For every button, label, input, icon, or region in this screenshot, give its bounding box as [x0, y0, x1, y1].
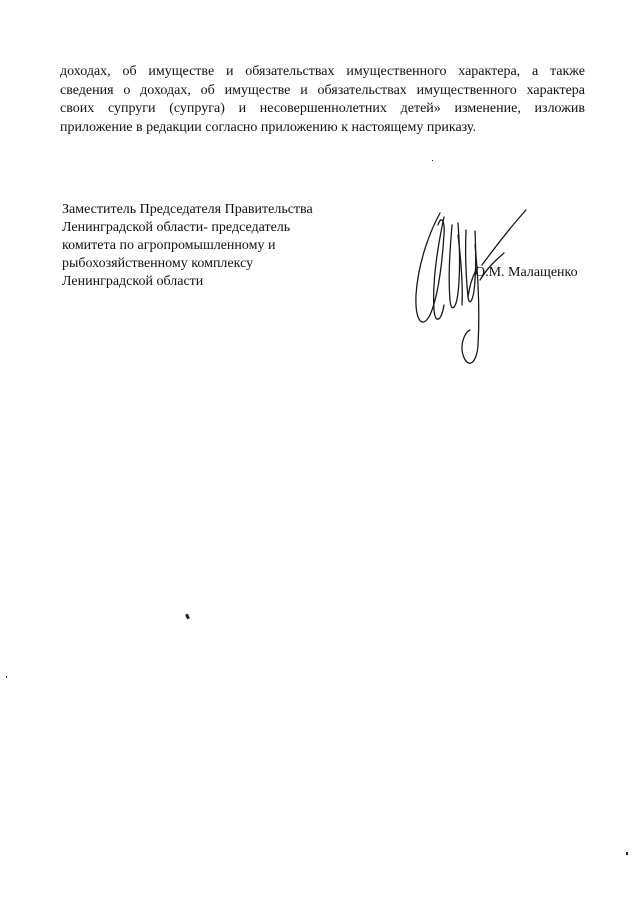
scan-speck	[185, 614, 190, 620]
signatory-title	[62, 201, 352, 291]
scan-speck	[6, 676, 7, 678]
paragraph-line: доходах, об имуществе и обязательствах имущественного характера, а также	[60, 64, 585, 79]
paragraph-line: сведения о доходах, об имуществе и обязательствах имущественного характера	[60, 82, 585, 98]
scan-speck	[626, 852, 628, 855]
handwritten-signature	[408, 205, 548, 375]
signatory-line: Ленинградской области	[62, 274, 204, 289]
paragraph-line: приложение в редакции согласно приложению к настоящему приказу.	[60, 119, 477, 135]
signatory-line: комитета по агропромышленному и	[62, 238, 276, 253]
signatory-line: Ленинградской области- председатель	[62, 220, 291, 235]
signer-name: О.М. Малащенко	[475, 265, 578, 280]
scan-speck	[432, 160, 433, 161]
signatory-line: рыбохозяйственному комплексу	[62, 256, 254, 271]
order-paragraph	[60, 63, 585, 137]
paragraph-line: своих супруги (супруга) и несовершеннолетних детей» изменение, изложив	[60, 101, 585, 116]
signatory-line: Заместитель Председателя Правительства	[62, 202, 313, 217]
